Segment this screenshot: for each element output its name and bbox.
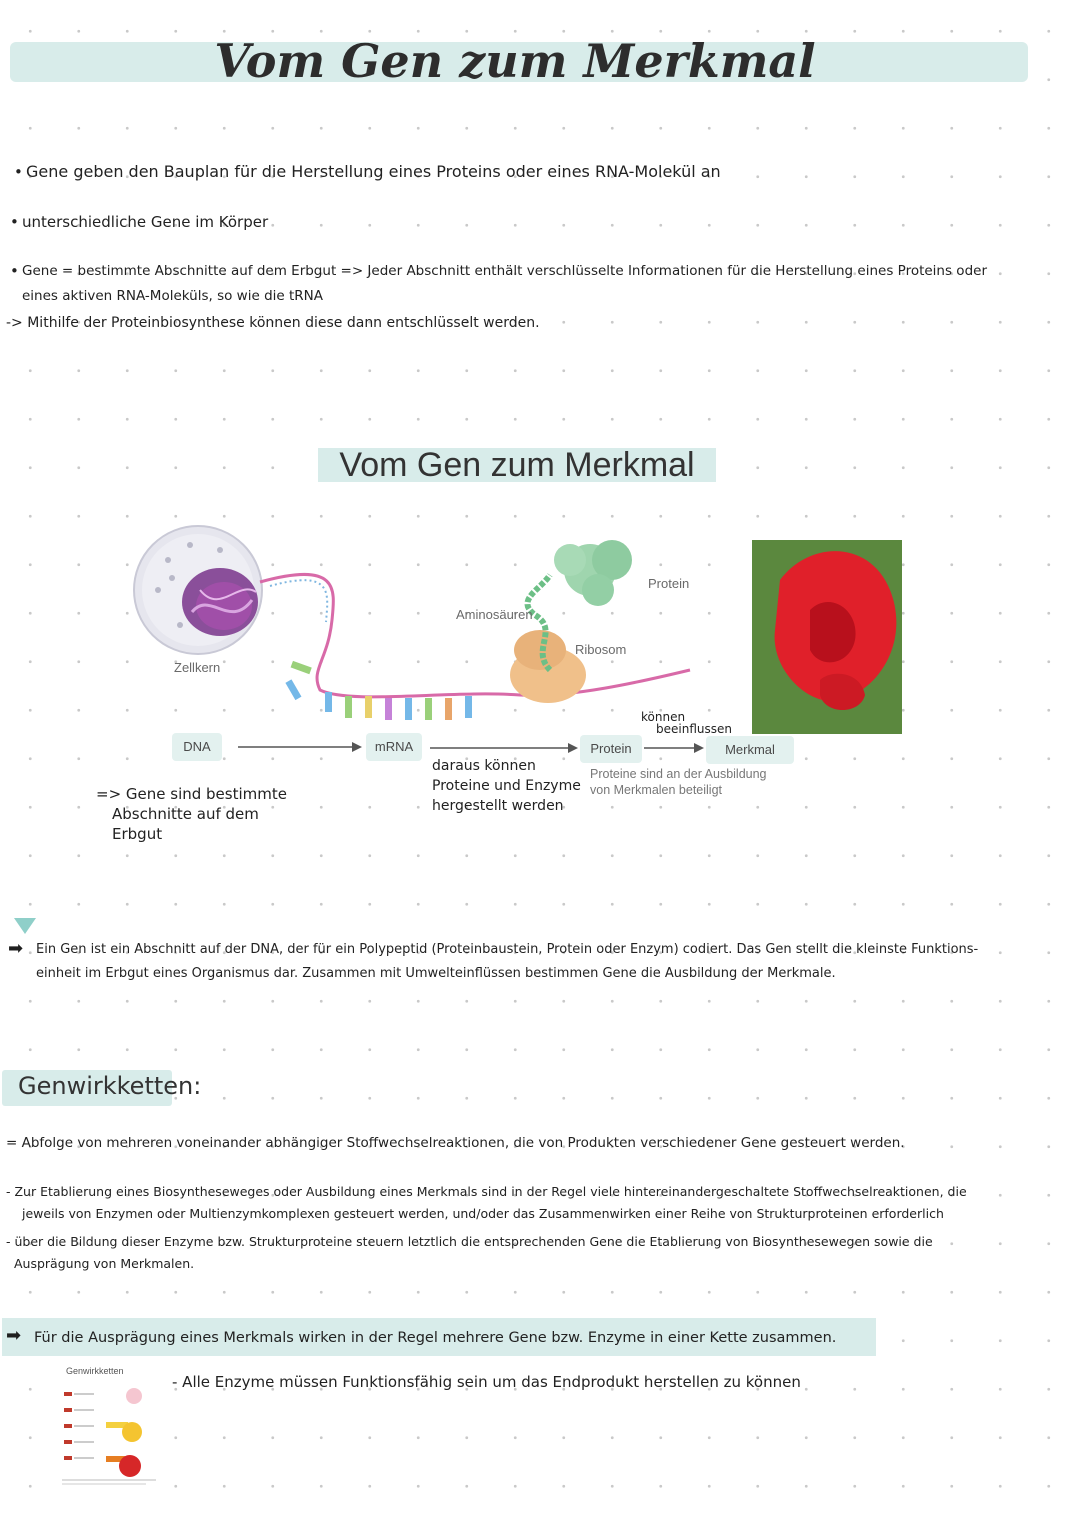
label-zellkern: Zellkern [174, 660, 221, 675]
teal-triangle-marker [14, 918, 36, 934]
hand-note-koennen: können [641, 710, 686, 724]
thumbnail-graphic [56, 1380, 164, 1492]
page-title: Vom Gen zum Merkmal [214, 34, 816, 88]
intro-bullet-1: Gene geben den Bauplan für die Herstellung eines Proteins oder eines RNA-Molekül an [26, 162, 721, 181]
genwirkketten-summary: Für die Ausprägung eines Merkmals wirken in der Regel mehrere Gene bzw. Enzyme in einer Kette zusammen. [34, 1330, 837, 1346]
definition-line-1: Ein Gen ist ein Abschnitt auf der DNA, der für ein Polypeptid (Proteinbaustein, Protein oder Enzym) codiert. Das Gen stellt die kleinste Funktions- [36, 942, 979, 957]
hand-note-daraus-2: Proteine und Enzyme [432, 778, 581, 794]
genwirkketten-point-2b: Ausprägung von Merkmalen. [14, 1256, 195, 1271]
hand-note-daraus-1: daraus können [432, 758, 536, 774]
label-protein-top: Protein [648, 576, 690, 591]
intro-arrow-line: -> Mithilfe der Proteinbiosynthese können diese dann entschlüsselt werden. [6, 315, 540, 331]
thumbnail-note: - Alle Enzyme müssen Funktionsfähig sein um das Endprodukt herstellen zu können [172, 1373, 801, 1391]
genwirkketten-thumbnail [56, 1362, 164, 1492]
hand-note-daraus-3: hergestellt werden [432, 798, 564, 814]
flow-dna: DNA [172, 733, 222, 761]
arrow-icon: ➡ [6, 1325, 22, 1346]
hand-note-gene-1: => Gene sind bestimmte [96, 785, 287, 803]
bullet-dot: • [14, 163, 23, 181]
hand-note-gene-2: Abschnitte auf dem [112, 805, 259, 823]
intro-bullet-3: Gene = bestimmte Abschnitte auf dem Erbgut => Jeder Abschnitt enthält verschlüsselte Informationen für die Herstellung eines Proteins oder [22, 263, 987, 279]
intro-bullet-3-cont: eines aktiven RNA-Moleküls, so wie die tRNA [22, 288, 323, 304]
label-ribosom: Ribosom [575, 642, 627, 657]
protein-note-1: Proteine sind an der Ausbildung [590, 767, 767, 781]
hand-note-gene-3: Erbgut [112, 825, 163, 843]
arrow-icon: ➡ [8, 938, 24, 959]
label-aminosaeuren: Aminosäuren [456, 607, 533, 622]
flow-mrna: mRNA [366, 733, 422, 761]
protein-graphic [554, 540, 632, 606]
protein-note-2: von Merkmalen beteiligt [590, 783, 723, 797]
genwirkketten-point-1b: jeweils von Enzymen oder Multienzymkomplexen gesteuert werden, und/oder das Zusammenwirken einer Reihe von Strukturproteinen erforderlich [22, 1206, 944, 1221]
bullet-dot: • [10, 213, 19, 231]
definition-line-2: einheit im Erbgut eines Organismus dar. Zusammen mit Umwelteinflüssen bestimmen Gene die Ausbildung der Merkmale. [36, 966, 836, 981]
section-title-genwirkketten: Genwirkketten: [18, 1072, 202, 1100]
hand-note-beeinflussen: beeinflussen [656, 722, 732, 736]
intro-bullet-2: unterschiedliche Gene im Körper [22, 213, 269, 231]
flow-merkmal: Merkmal [706, 736, 794, 764]
genwirkketten-point-2a: - über die Bildung dieser Enzyme bzw. Strukturproteine steuern letztlich die entsprechenden Gene die Etablierung von Biosynthesewegen sowie die [6, 1234, 933, 1249]
bullet-dot: • [10, 262, 19, 280]
flow-protein: Protein [580, 735, 642, 763]
diagram-title: Vom Gen zum Merkmal [339, 446, 695, 484]
genwirkketten-point-1a: - Zur Etablierung eines Biosyntheseweges oder Ausbildung eines Merkmals sind in der Regel viele hintereinandergeschaltete Stoffwechselreaktionen, die [6, 1184, 967, 1199]
genwirkketten-definition: = Abfolge von mehreren voneinander abhängiger Stoffwechselreaktionen, die von Produkten verschiedener Gene gesteuert werden. [6, 1135, 905, 1151]
nucleus-graphic [134, 526, 262, 654]
thumbnail-title: Genwirkketten [66, 1366, 124, 1376]
